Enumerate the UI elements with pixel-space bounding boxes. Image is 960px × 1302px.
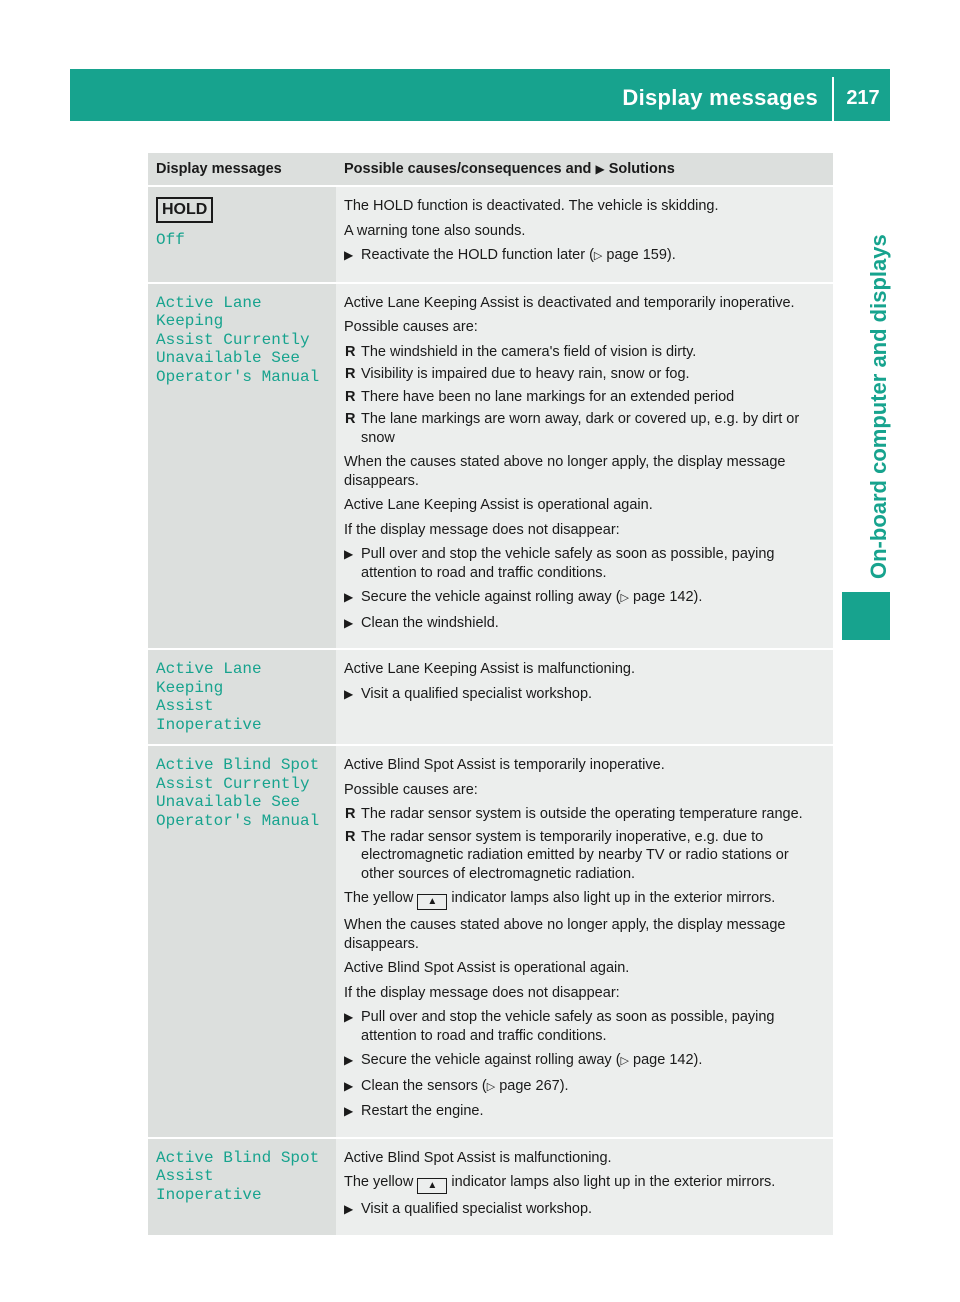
arrow-right-icon: ▶ bbox=[344, 1104, 354, 1118]
col-header-causes bbox=[336, 153, 833, 186]
step-item: ▶ Clean the sensors (▷ page 267). bbox=[344, 1077, 569, 1094]
table-row bbox=[148, 283, 833, 650]
solution-cell bbox=[336, 649, 833, 745]
text-line: The HOLD function is deactivated. The vehicle is skidding. bbox=[344, 198, 719, 214]
text-line: Active Lane Keeping Assist is malfunctioning. bbox=[344, 661, 635, 677]
arrow-right-icon: ▶ bbox=[344, 1053, 354, 1067]
bullet-R-icon: R bbox=[345, 411, 356, 427]
solution-cell bbox=[336, 745, 833, 1138]
text-line: When the causes stated above no longer apply, the display message disappears. bbox=[344, 917, 786, 952]
header-title: Display messages bbox=[622, 85, 818, 110]
display-message: Active Blind Spot Assist Inoperative bbox=[156, 1148, 320, 1204]
arrow-right-icon: ▶ bbox=[344, 1010, 354, 1024]
text-line: Active Lane Keeping Assist is deactivated and temporarily inoperative. bbox=[344, 294, 795, 311]
solution-cell bbox=[336, 283, 833, 650]
page-number: 217 bbox=[846, 87, 880, 109]
list-item: R The radar sensor system is outside the operating temperature range. bbox=[345, 806, 803, 822]
arrow-right-icon: ▶ bbox=[344, 248, 354, 262]
arrow-right-icon: ▶ bbox=[344, 590, 354, 604]
col-header-causes-text: Possible causes/consequences and bbox=[344, 160, 592, 177]
text-line: Possible causes are: bbox=[344, 319, 478, 335]
arrow-right-icon: ▶ bbox=[595, 161, 605, 176]
table-row bbox=[148, 1138, 833, 1235]
triangle-ref-icon: ▷ bbox=[486, 1080, 496, 1093]
text-line: The yellow ▲ indicator lamps also light up in the exterior mirrors. bbox=[344, 889, 825, 910]
arrow-right-icon: ▶ bbox=[344, 547, 354, 561]
hold-icon: HOLD bbox=[156, 197, 213, 223]
message-cell bbox=[148, 649, 336, 745]
side-tab-marker bbox=[842, 592, 890, 640]
arrow-right-icon: ▶ bbox=[344, 686, 354, 701]
page-ref-link[interactable]: page 267 bbox=[499, 1077, 560, 1094]
display-message: Active Blind Spot Assist Currently Unavailable See Operator's Manual bbox=[156, 756, 320, 830]
page-ref-link[interactable]: page 159 bbox=[606, 247, 667, 263]
text-line: If the display message does not disappear: bbox=[344, 521, 620, 538]
list-item: R Visibility is impaired due to heavy rain, snow or fog. bbox=[345, 366, 690, 382]
bullet-R-icon: R bbox=[345, 806, 356, 822]
display-message: Active Lane Keeping Assist Currently Unavailable See Operator's Manual bbox=[156, 293, 320, 386]
step-item: ▶ Visit a qualified specialist workshop. bbox=[344, 685, 593, 702]
text-line: Possible causes are: bbox=[344, 781, 478, 798]
arrow-right-icon: ▶ bbox=[344, 1078, 354, 1093]
display-message: Off bbox=[156, 231, 185, 249]
list-item: R The windshield in the camera's field of vision is dirty. bbox=[345, 343, 697, 360]
arrow-right-icon: ▶ bbox=[344, 615, 354, 630]
step-item: ▶ Pull over and stop the vehicle safely as soon as possible, paying attention to road and traffic conditions. bbox=[344, 546, 775, 581]
display-messages-table bbox=[148, 153, 833, 1235]
table-row bbox=[148, 745, 833, 1138]
bullet-R-icon: R bbox=[345, 388, 356, 405]
page-ref-link[interactable]: page 142 bbox=[633, 1052, 694, 1068]
message-cell bbox=[148, 745, 336, 1138]
triangle-ref-icon: ▷ bbox=[620, 1055, 629, 1067]
bullet-R-icon: R bbox=[345, 343, 356, 360]
table-row bbox=[148, 186, 833, 283]
message-cell bbox=[148, 1138, 336, 1235]
text-line: Active Lane Keeping Assist is operational again. bbox=[344, 497, 653, 513]
blind-spot-warning-icon: ▲ bbox=[417, 1178, 447, 1194]
table-header-row bbox=[148, 153, 833, 186]
triangle-ref-icon: ▷ bbox=[620, 592, 629, 604]
text-line: A warning tone also sounds. bbox=[344, 222, 526, 239]
solution-cell bbox=[336, 1138, 833, 1235]
triangle-ref-icon: ▷ bbox=[593, 250, 603, 262]
bullet-R-icon: R bbox=[345, 366, 356, 382]
text-line: The yellow ▲ indicator lamps also light up in the exterior mirrors. bbox=[344, 1173, 825, 1194]
step-item: ▶ Visit a qualified specialist workshop. bbox=[344, 1201, 593, 1217]
text-line: If the display message does not disappear: bbox=[344, 984, 620, 1001]
text-line: When the causes stated above no longer apply, the display message disappears. bbox=[344, 454, 786, 489]
col-header-solutions-text: Solutions bbox=[608, 160, 675, 177]
table-row bbox=[148, 649, 833, 745]
display-message: Active Lane Keeping Assist Inoperative bbox=[156, 660, 262, 734]
text-line: Active Blind Spot Assist is malfunctioning. bbox=[344, 1149, 612, 1166]
step-item: ▶ Pull over and stop the vehicle safely as soon as possible, paying attention to road and traffic conditions. bbox=[344, 1009, 775, 1044]
step-item: ▶ Secure the vehicle against rolling away (▷ page 142). bbox=[344, 1052, 703, 1068]
step-item: ▶ Reactivate the HOLD function later (▷ page 159). bbox=[344, 247, 676, 263]
solution-cell bbox=[336, 186, 833, 283]
step-item: ▶ Secure the vehicle against rolling away (▷ page 142). bbox=[344, 589, 703, 605]
page-header-bar bbox=[70, 69, 890, 121]
step-item: ▶ Clean the windshield. bbox=[344, 614, 499, 631]
message-cell bbox=[148, 283, 336, 650]
bullet-R-icon: R bbox=[345, 828, 356, 845]
list-item: R The radar sensor system is temporarily inoperative, e.g. due to electromagnetic radiation emitted by nearby TV or radio stations or other sources of electromagnetic radiation. bbox=[345, 828, 789, 882]
blind-spot-warning-icon: ▲ bbox=[417, 894, 447, 910]
header-separator bbox=[832, 77, 834, 121]
message-cell bbox=[148, 186, 336, 283]
col-header-messages: Display messages bbox=[148, 153, 336, 186]
text-line: Active Blind Spot Assist is operational again. bbox=[344, 960, 630, 976]
page-ref-link[interactable]: page 142 bbox=[633, 589, 694, 605]
text-line: Active Blind Spot Assist is temporarily inoperative. bbox=[344, 757, 665, 773]
arrow-right-icon: ▶ bbox=[344, 1202, 354, 1216]
side-tab-label: On-board computer and displays bbox=[866, 234, 891, 579]
list-item: R The lane markings are worn away, dark or covered up, e.g. by dirt or snow bbox=[345, 411, 800, 446]
list-item: R There have been no lane markings for an extended period bbox=[345, 388, 735, 405]
step-item: ▶ Restart the engine. bbox=[344, 1103, 484, 1119]
